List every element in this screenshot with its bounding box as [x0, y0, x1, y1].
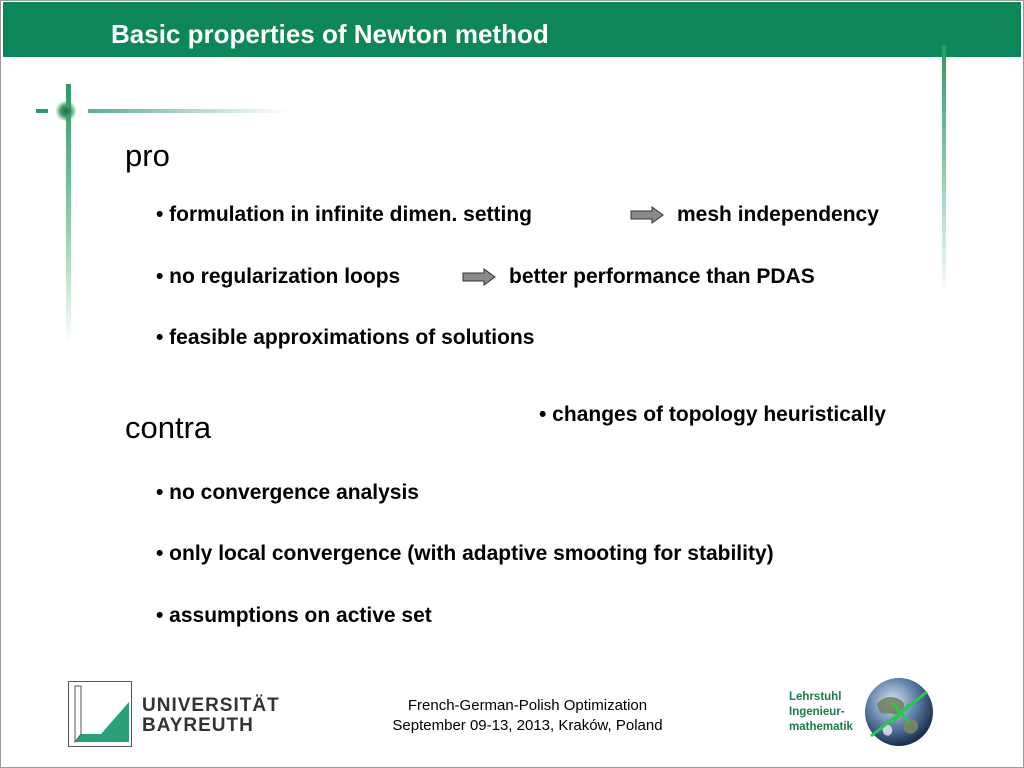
university-logo-mark	[69, 682, 131, 746]
pro-item-1: • formulation in infinite dimen. setting	[156, 203, 533, 226]
chair-line1: Lehrstuhl	[789, 691, 842, 703]
contra-item-2: • only local convergence (with adaptive smooting for stability)	[156, 542, 774, 565]
chair-line3: mathematik	[789, 721, 853, 733]
decorative-right-line	[942, 45, 946, 295]
slide-title: Basic properties of Newton method	[111, 19, 549, 49]
arrow-right-icon	[462, 268, 496, 286]
decorative-dot	[55, 101, 77, 121]
conference-line1: French-German-Polish Optimization	[407, 697, 648, 714]
decorative-vertical-line	[66, 84, 71, 344]
pro-item-3: • feasible approximations of solutions	[156, 326, 535, 349]
pro-heading: pro	[125, 138, 170, 173]
conference-line2: September 09-13, 2013, Kraków, Poland	[392, 717, 663, 734]
pro-item-1-result: mesh independency	[677, 203, 879, 226]
chair-line2: Ingenieur-	[789, 706, 845, 718]
side-note: • changes of topology heuristically	[539, 403, 886, 426]
university-name	[142, 696, 280, 736]
contra-item-3: • assumptions on active set	[156, 604, 432, 627]
globe-logo-icon	[863, 676, 935, 748]
pro-item-2-result: better performance than PDAS	[509, 265, 815, 288]
pro-item-2: • no regularization loops	[156, 265, 401, 288]
contra-heading: contra	[125, 410, 212, 445]
title-bar	[3, 2, 1021, 57]
decorative-horizontal-line	[88, 109, 288, 113]
contra-item-1: • no convergence analysis	[156, 481, 419, 504]
university-logo	[68, 681, 132, 747]
decorative-left-tick	[36, 109, 48, 113]
conference-info	[355, 696, 700, 736]
arrow-right-icon	[630, 206, 664, 224]
university-name-line1: UNIVERSITÄT	[142, 695, 280, 716]
chair-label	[789, 690, 853, 735]
university-name-line2: BAYREUTH	[142, 715, 254, 736]
